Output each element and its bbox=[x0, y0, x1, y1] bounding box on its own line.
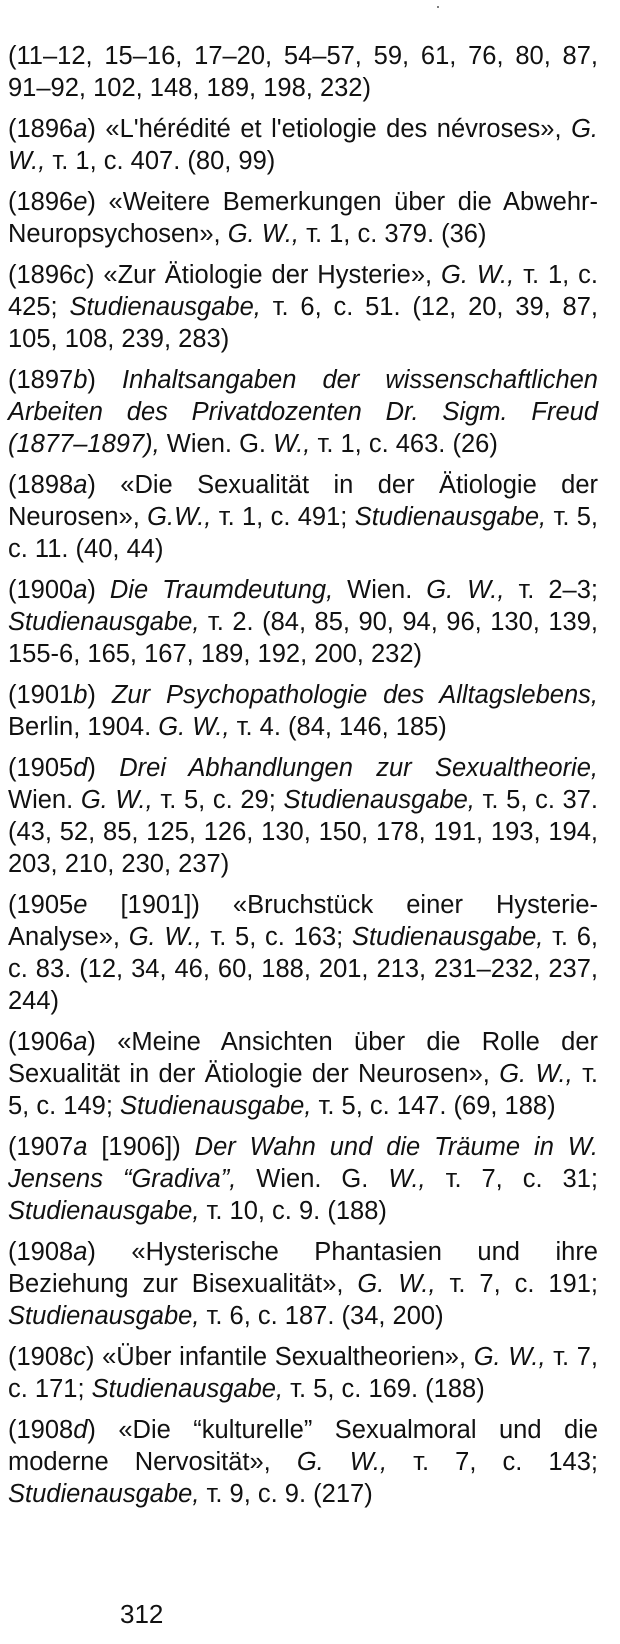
entry-italic-text: c bbox=[73, 1343, 86, 1371]
entry-italic-text: a bbox=[73, 1238, 88, 1266]
entry-italic-text: G. W., bbox=[128, 923, 202, 951]
entry-text: т. 5, с. 11. (40, 44) bbox=[8, 503, 599, 563]
entry-italic-text: Drei Abhandlungen zur Sexualtheorie, bbox=[119, 754, 598, 782]
entry-text: ) bbox=[87, 576, 110, 604]
entry-italic-text: Studienausgabe, bbox=[8, 1197, 200, 1225]
bibliography-entry-continuation bbox=[8, 40, 598, 104]
entry-italic-text: G. W., bbox=[8, 115, 598, 175]
entry-text: [1901]) «Bruchstück einer Hysterie-Analyse», bbox=[8, 891, 598, 951]
entry-italic-text: e bbox=[73, 188, 88, 216]
bibliography-entry bbox=[8, 1131, 598, 1227]
entry-text: ) bbox=[87, 366, 122, 394]
entry-italic-text: Studienausgabe, bbox=[351, 923, 544, 951]
bibliography-entry bbox=[8, 889, 598, 1017]
bibliography-entry bbox=[8, 1236, 598, 1332]
entry-text: ) bbox=[87, 754, 120, 782]
entry-text: т. 1, с. 463. (26) bbox=[310, 430, 498, 458]
entry-italic-text: Zur Psychopathologie des Alltagslebens, bbox=[111, 681, 598, 709]
entry-text: т. 5, с. 37. (43, 52, 85, 125, 126, 130, 150, 178, 191, 193, 194, 203, 210, 230, 237) bbox=[8, 786, 599, 878]
entry-text: т. 6, с. 83. (12, 34, 46, 60, 188, 201, 213, 231–232, 237, 244) bbox=[8, 923, 599, 1015]
entry-text: т. 7, с. 143; bbox=[387, 1448, 599, 1476]
entry-text: (1896 bbox=[8, 261, 74, 289]
entry-text: ) «L'hérédité et l'etiologie des névroses», bbox=[87, 115, 572, 143]
entry-italic-text: a bbox=[73, 1028, 88, 1056]
entry-text: т. 9, с. 9. (217) bbox=[199, 1480, 373, 1508]
entry-text: т. 10, с. 9. (188) bbox=[199, 1197, 387, 1225]
entry-text: т. 6, с. 187. (34, 200) bbox=[199, 1302, 444, 1330]
entry-text: Berlin, 1904. bbox=[8, 713, 159, 741]
entry-text: т. 7, с. 171; bbox=[8, 1343, 598, 1403]
entry-text: ) «Die “kulturelle” Sexualmoral und die moderne Nervosität», bbox=[8, 1416, 598, 1476]
entry-text: ) «Meine Ansichten über die Rolle der Sexualität in der Ätiologie der Neurosen», bbox=[8, 1028, 598, 1088]
entry-text: Wien. G. bbox=[236, 1165, 389, 1193]
entry-italic-text: b bbox=[73, 366, 88, 394]
entry-italic-text: G. W., bbox=[426, 576, 505, 604]
entry-text: т. 4. (84, 146, 185) bbox=[229, 713, 447, 741]
bibliography-entry bbox=[8, 113, 598, 177]
bibliography-entry bbox=[8, 1414, 598, 1510]
entry-italic-text: c bbox=[73, 261, 86, 289]
entry-text: (1901 bbox=[8, 681, 74, 709]
entry-text: т. 5, с. 147. (69, 188) bbox=[311, 1092, 556, 1120]
entry-italic-text: Studienausgabe, bbox=[8, 608, 200, 636]
entry-italic-text: Studienausgabe, bbox=[283, 786, 475, 814]
entry-italic-text: Studienausgabe, bbox=[91, 1375, 284, 1403]
entry-text: (1900 bbox=[8, 576, 74, 604]
entry-italic-text: a bbox=[73, 1133, 88, 1161]
entry-italic-text: G.W., bbox=[147, 503, 212, 531]
entry-text: ) bbox=[87, 681, 112, 709]
entry-text: т. 5, с. 29; bbox=[152, 786, 284, 814]
entry-text: т. 6, с. 51. (12, 20, 39, 87, 105, 108, 239, 283) bbox=[8, 293, 599, 353]
entry-italic-text: G. W., bbox=[473, 1343, 546, 1371]
entry-italic-text: Inhaltsangaben der wissenschaftlichen Arbeiten des Privatdozenten Dr. Sigm. Freud (1877–1897), bbox=[8, 366, 598, 458]
entry-text: ) «Zur Ätiologie der Hysterie», bbox=[85, 261, 442, 289]
entry-italic-text: Die Traumdeutung, bbox=[109, 576, 334, 604]
entry-text: т. 5, с. 149; bbox=[8, 1060, 599, 1120]
entry-text: (1897 bbox=[8, 366, 74, 394]
scan-speck bbox=[437, 6, 439, 8]
entry-text: т. 1, с. 425; bbox=[8, 261, 599, 321]
entry-italic-text: a bbox=[73, 115, 88, 143]
bibliography-entry bbox=[8, 469, 598, 565]
entry-text: ) «Über infantile Sexualtheorien», bbox=[85, 1343, 474, 1371]
entry-italic-text: d bbox=[73, 754, 88, 782]
entry-text: Wien. G. bbox=[159, 430, 274, 458]
entry-italic-text: G. W., bbox=[357, 1270, 436, 1298]
entry-text: т. 7, с. 31; bbox=[425, 1165, 598, 1193]
entry-italic-text: Studienausgabe, bbox=[69, 293, 261, 321]
entry-text: т. 2–3; bbox=[504, 576, 598, 604]
page-number: 312 bbox=[120, 1599, 164, 1629]
entry-text: [1906]) bbox=[87, 1133, 195, 1161]
entry-text: (1908 bbox=[8, 1343, 74, 1371]
entry-italic-text: Studienausgabe, bbox=[120, 1092, 312, 1120]
entry-text: т. 1, с. 491; bbox=[211, 503, 355, 531]
entry-italic-text: G. W., bbox=[499, 1060, 573, 1088]
entry-text: т. 5, с. 169. (188) bbox=[283, 1375, 485, 1403]
bibliography-entry bbox=[8, 574, 598, 670]
entry-text: Wien. bbox=[333, 576, 427, 604]
entry-text: (1905 bbox=[8, 754, 74, 782]
bibliography-entry bbox=[8, 679, 598, 743]
entry-italic-text: a bbox=[73, 576, 88, 604]
entry-italic-text: Der Wahn und die Träume in W. Jensens “Gradiva”, bbox=[8, 1133, 599, 1193]
entry-italic-text: G. W., bbox=[80, 786, 153, 814]
entry-italic-text: G. W., bbox=[296, 1448, 388, 1476]
entry-text: т. 7, с. 191; bbox=[435, 1270, 598, 1298]
entry-text: т. 2. (84, 85, 90, 94, 96, 130, 139, 155-6, 165, 167, 189, 192, 200, 232) bbox=[8, 608, 598, 668]
entry-text: ) «Die Sexualität in der Ätiologie der Neurosen», bbox=[8, 471, 598, 531]
entry-italic-text: Studienausgabe, bbox=[8, 1302, 200, 1330]
entry-italic-text: a bbox=[73, 471, 88, 499]
entry-italic-text: W., bbox=[388, 1165, 426, 1193]
entry-italic-text: G. W., bbox=[227, 220, 300, 248]
bibliography-entry bbox=[8, 186, 598, 250]
entry-italic-text: W., bbox=[273, 430, 311, 458]
entry-text: (1905 bbox=[8, 891, 74, 919]
entry-text: (1906 bbox=[8, 1028, 74, 1056]
entry-italic-text: b bbox=[73, 681, 88, 709]
entry-text: (1896 bbox=[8, 115, 74, 143]
entry-text: (1907 bbox=[8, 1133, 74, 1161]
entry-text: (1908 bbox=[8, 1238, 74, 1266]
entry-italic-text: d bbox=[73, 1416, 88, 1444]
entry-text: Wien. bbox=[8, 786, 81, 814]
bibliography-entry bbox=[8, 752, 598, 880]
entry-text: (1896 bbox=[8, 188, 74, 216]
entry-italic-text: G. W., bbox=[441, 261, 515, 289]
entry-text: т. 1, с. 407. (80, 99) bbox=[45, 147, 276, 175]
entry-italic-text: G. W., bbox=[158, 713, 230, 741]
entry-italic-text: Studienausgabe, bbox=[354, 503, 547, 531]
entry-text: (11–12, 15–16, 17–20, 54–57, 59, 61, 76, 80, 87, 91–92, 102, 148, 189, 198, 232) bbox=[8, 42, 598, 102]
bibliography-entry bbox=[8, 259, 598, 355]
entry-italic-text: e bbox=[73, 891, 88, 919]
entry-text: (1908 bbox=[8, 1416, 74, 1444]
bibliography-entry bbox=[8, 1026, 598, 1122]
entry-text: т. 5, с. 163; bbox=[201, 923, 352, 951]
entry-text: (1898 bbox=[8, 471, 74, 499]
bibliography-list bbox=[8, 40, 598, 1519]
entry-italic-text: Studienausgabe, bbox=[8, 1480, 200, 1508]
entry-text: ) «Weitere Bemerkungen über die Abwehr-Neuropsychosen», bbox=[8, 188, 598, 248]
entry-text: т. 1, с. 379. (36) bbox=[299, 220, 487, 248]
entry-text: ) «Hysterische Phantasien und ihre Beziehung zur Bisexualität», bbox=[8, 1238, 598, 1298]
bibliography-entry bbox=[8, 1341, 598, 1405]
bibliography-entry bbox=[8, 364, 598, 460]
